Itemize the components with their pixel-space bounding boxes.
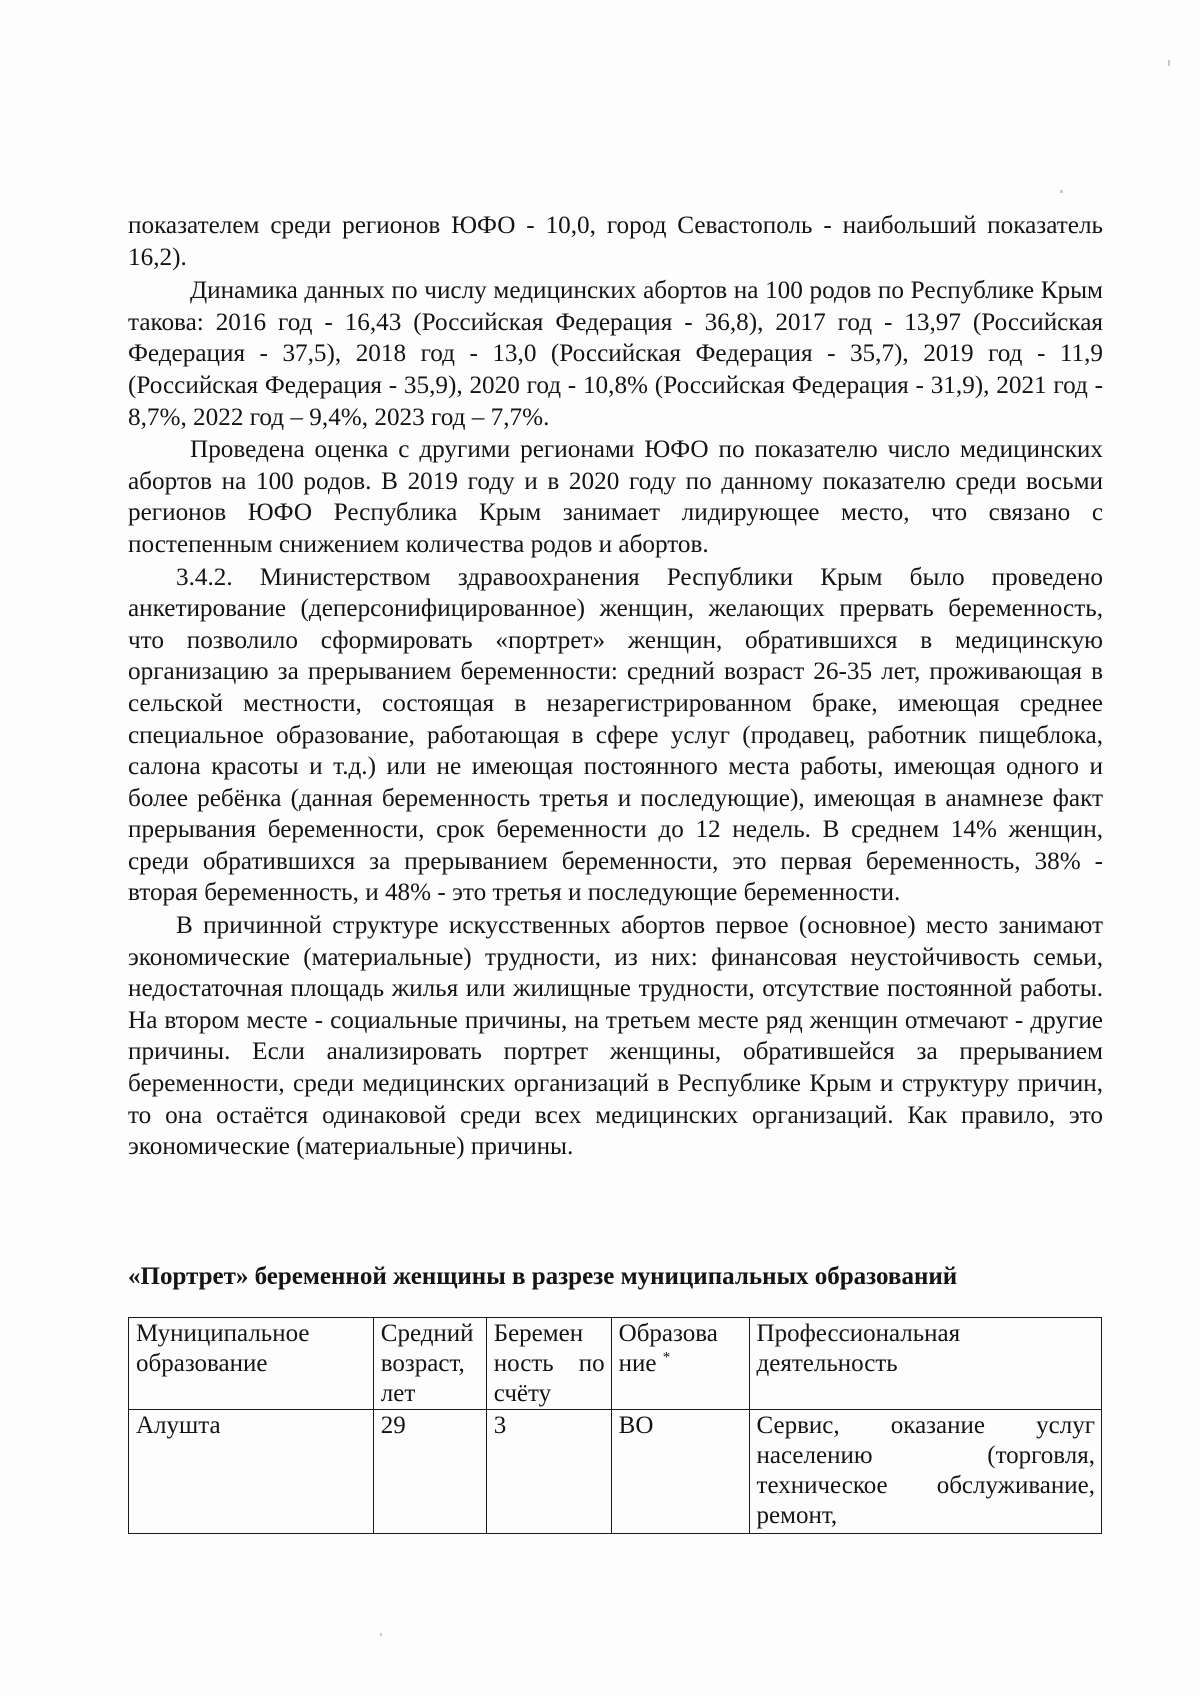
cell-education: ВО (611, 1410, 749, 1534)
scan-speck (1168, 60, 1170, 66)
header-municipality: Муниципальное образование (129, 1318, 374, 1410)
header-profession: Профессиональная деятельность (749, 1318, 1101, 1410)
cell-profession: Сервис, оказание услуг населению (торговля, техническое обслуживание, ремонт, (749, 1410, 1101, 1534)
header-average-age: Средний возраст, лет (373, 1318, 486, 1410)
cell-average-age: 29 (373, 1410, 486, 1534)
paragraph-abortion-causes: В причинной структуре искусственных абортов первое (основное) место занимают экономические (материальные) трудности, из них: финансовая неустойчивость семьи, недостаточная площадь жилья или жилищные трудности, отсутствие постоянной работы. На втором месте - социальные причины, на третьем месте ряд женщин отмечают - другие причины. Если анализировать портрет женщины, обратившейся за прерыванием беременности, среди медицинских организаций в Республике Крым и структуру причин, то она остаётся одинаковой среди всех медицинских организаций. Как правило, это экономические (материальные) причины. (128, 912, 1103, 1161)
table-header-row (129, 1318, 1102, 1410)
portrait-table (128, 1317, 1102, 1534)
paragraph-regional-comparison: Проведена оценка с другими регионами ЮФО по показателю число медицинских абортов на 100 родов. В 2019 году и в 2020 году по данному показателю среди восьми регионов ЮФО Республика Крым занимает лидирующее место, что связано с постепенным снижением количества родов и абортов. (128, 436, 1103, 558)
header-pregnancy-number: Беремен ность по счёту (486, 1318, 611, 1410)
cell-pregnancy-number: 3 (486, 1410, 611, 1534)
table-row (129, 1410, 1102, 1534)
body-text (128, 210, 1103, 1163)
table-title: «Портрет» беременной женщины в разрезе муниципальных образований (128, 1263, 958, 1290)
header-education-label: Образова ние (618, 1320, 718, 1377)
paragraph-abortion-dynamics: Динамика данных по числу медицинских абортов на 100 родов по Республике Крым такова: 2016 год - 16,43 (Российская Федерация - 36,8), 2017 год - 13,97 (Российская Федерация - 37,5), 2018 год - 13,0 (Российская Федерация - 35,7), 2019 год - 11,9 (Российская Федерация - 35,9), 2020 год - 10,8% (Российская Федерация - 31,9), 2021 год - 8,7%, 2022 год – 9,4%, 2023 год – 7,7%. (128, 277, 1103, 431)
paragraph-survey-portrait: 3.4.2. Министерством здравоохранения Республики Крым было проведено анкетирование (деперсонифицированное) женщин, желающих прервать беременность, что позволило сформировать «портрет» женщин, обратившихся в медицинскую организацию за прерыванием беременности: средний возраст 26-35 лет, проживающая в сельской местности, состоящая в незарегистрированном браке, имеющая среднее специальное образование, работающая в сфере услуг (продавец, работник пищеблока, салона красоты и т.д.) или не имеющая постоянного места работы, имеющая одного и более ребёнка (данная беременность третья и последующие), имеющая в анамнезе факт прерывания беременности, срок беременности до 12 недель. В среднем 14% женщин, среди обратившихся за прерыванием беременности, это первая беременность, 38% - вторая беременность, и 48% - это третья и последующие беременности. (128, 563, 1103, 907)
cell-municipality: Алушта (129, 1410, 374, 1534)
scan-speck (380, 1633, 382, 1636)
scan-speck (1060, 190, 1063, 193)
footnote-mark: * (662, 1349, 671, 1366)
paragraph-continuation: показателем среди регионов ЮФО - 10,0, город Севастополь - наибольший показатель 16,2). (128, 212, 1103, 271)
header-education (611, 1318, 749, 1410)
